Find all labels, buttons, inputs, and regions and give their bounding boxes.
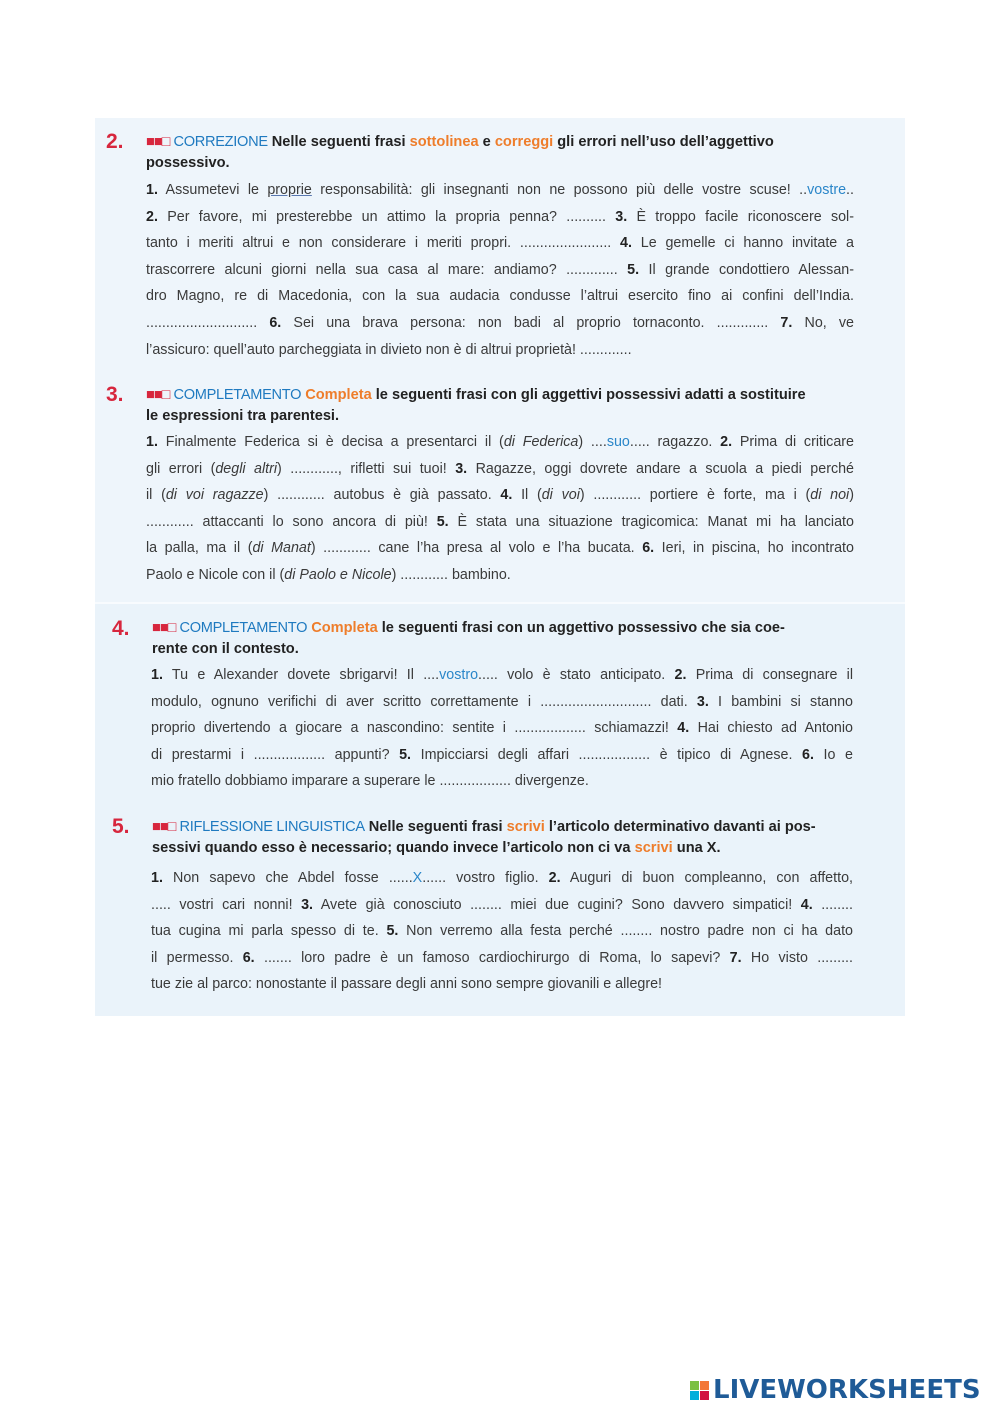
exercise-category: RIFLESSIONE LINGUISTICA bbox=[179, 819, 365, 835]
exercise-number: 3. bbox=[106, 383, 124, 406]
answer-field[interactable]: vostre bbox=[807, 182, 847, 198]
exercise-instruction: ■■□ COMPLETAMENTO Completa le seguenti frasi con un aggettivo possessivo che sia coe- rente con il contesto. bbox=[152, 620, 785, 657]
exercise-text: 1. Finalmente Federica si è decisa a presentarci il (di Federica) ....suo..... ragazzo. 2. Prima di criticare gli errori (degli altri) ............, rifletti sui tuoi! 3. Ragazze, oggi dovrete andare a scuola a piedi perché il (di voi ragazze) ............ autobus è già passato. 4. Il (di voi) ............ portiere è forte, ma i (di noi) ............ attaccanti lo sono ancora di più! 5. È stata una situazione tragicomica: Manat mi ha lanciato la palla, ma il (di Manat) ............ cane l’ha presa al volo e l’ha bucata. 6. Ieri, in piscina, ho incontrato Paolo e Nicole con il (di Paolo e Nicole) ............ bambino. bbox=[146, 434, 854, 583]
exercise-text: 1. Tu e Alexander dovete sbrigarvi! Il ....vostro..... volo è stato anticipato. 2. Prima di consegnare il modulo, ognuno verifichi di aver scritto correttamente i ............................ dati. 3. I bambini si stanno proprio divertendo a giocare a nascondino: sentite i .................. schiamazzi! 4. Hai chiesto ad Antonio di prestarmi i .................. appunti? 5. Impicciarsi degli affari .................. è tipico di Agnese. 6. Io e mio fratello dobbiamo imparare a superare le .................. divergenze. bbox=[151, 667, 854, 790]
exercise-number: 2. bbox=[106, 130, 124, 153]
exercise-text: 1. Non sapevo che Abdel fosse ......X...... vostro figlio. 2. Auguri di buon compleanno, con affetto, ..... vostri cari nonni! 3. Avete già conosciuto ........ miei due cugini? Sono davvero simpatici! 4. ........ tua cugina mi parla spesso di te. 5. Non verremo alla festa perché ........ nostro padre non ci ha dato il permesso. 6. ....... loro padre è un famoso cardiochirurgo di Roma, lo sapevi? 7. Ho visto ......... tue zie al parco: nonostante il passare degli anni sono sempre giovanili e allegre! bbox=[151, 870, 854, 993]
answer-field[interactable]: suo bbox=[606, 434, 630, 450]
exercise-instruction: ■■□ CORREZIONE Nelle seguenti frasi sottolinea e correggi gli errori nell’uso dell’aggettivo possessivo. bbox=[146, 134, 774, 171]
difficulty-indicator: ■■□ bbox=[152, 620, 176, 636]
underlined-error: proprie bbox=[267, 182, 312, 198]
logo-mark-icon bbox=[690, 1381, 709, 1400]
exercise-category: CORREZIONE bbox=[173, 134, 268, 150]
difficulty-indicator: ■■□ bbox=[146, 387, 170, 403]
exercise-text: 1. Assumetevi le proprie responsabilità: gli insegnanti non ne possono più delle vostre scuse! ..vostre.. 2. Per favore, mi presterebbe un attimo la propria penna? .......... 3. È troppo facile riconoscere sol- tanto i meriti altrui e non considerare i meriti propri. ....................... 4. Le gemelle ci hanno invitate a trascorrere alcuni giorni nella sua casa al mare: andiamo? ............. 5. Il grande condottiero Alessan- dro Magno, re di Macedonia, con la sua audacia condusse l’altrui esercito fino ai confini dell’India. ............................ 6. Sei una brava persona: non badi al proprio tornaconto. ............. 7. No, ve l’assicuro: quell’auto parcheggiata in divieto non è di altrui proprietà! ............. bbox=[146, 182, 854, 358]
answer-field[interactable]: vostro bbox=[439, 667, 479, 683]
exercise-category: COMPLETAMENTO bbox=[179, 620, 308, 636]
difficulty-indicator: ■■□ bbox=[146, 134, 170, 150]
brand-name: LIVEWORKSHEETS bbox=[713, 1375, 981, 1405]
liveworksheets-logo[interactable] bbox=[690, 1374, 981, 1406]
difficulty-indicator: ■■□ bbox=[152, 819, 176, 835]
exercise-instruction: ■■□ RIFLESSIONE LINGUISTICA Nelle seguenti frasi scrivi l’articolo determinativo davanti ai pos- sessivi quando esso è necessario; quando invece l’articolo non ci va scrivi una X. bbox=[152, 819, 816, 856]
exercise-category: COMPLETAMENTO bbox=[173, 387, 302, 403]
exercise-number: 4. bbox=[112, 617, 130, 640]
answer-field[interactable]: X bbox=[412, 870, 423, 886]
exercise-number: 5. bbox=[112, 815, 130, 838]
exercise-instruction: ■■□ COMPLETAMENTO Completa le seguenti frasi con gli aggettivi possessivi adatti a sostituire le espressioni tra parentesi. bbox=[146, 387, 806, 424]
